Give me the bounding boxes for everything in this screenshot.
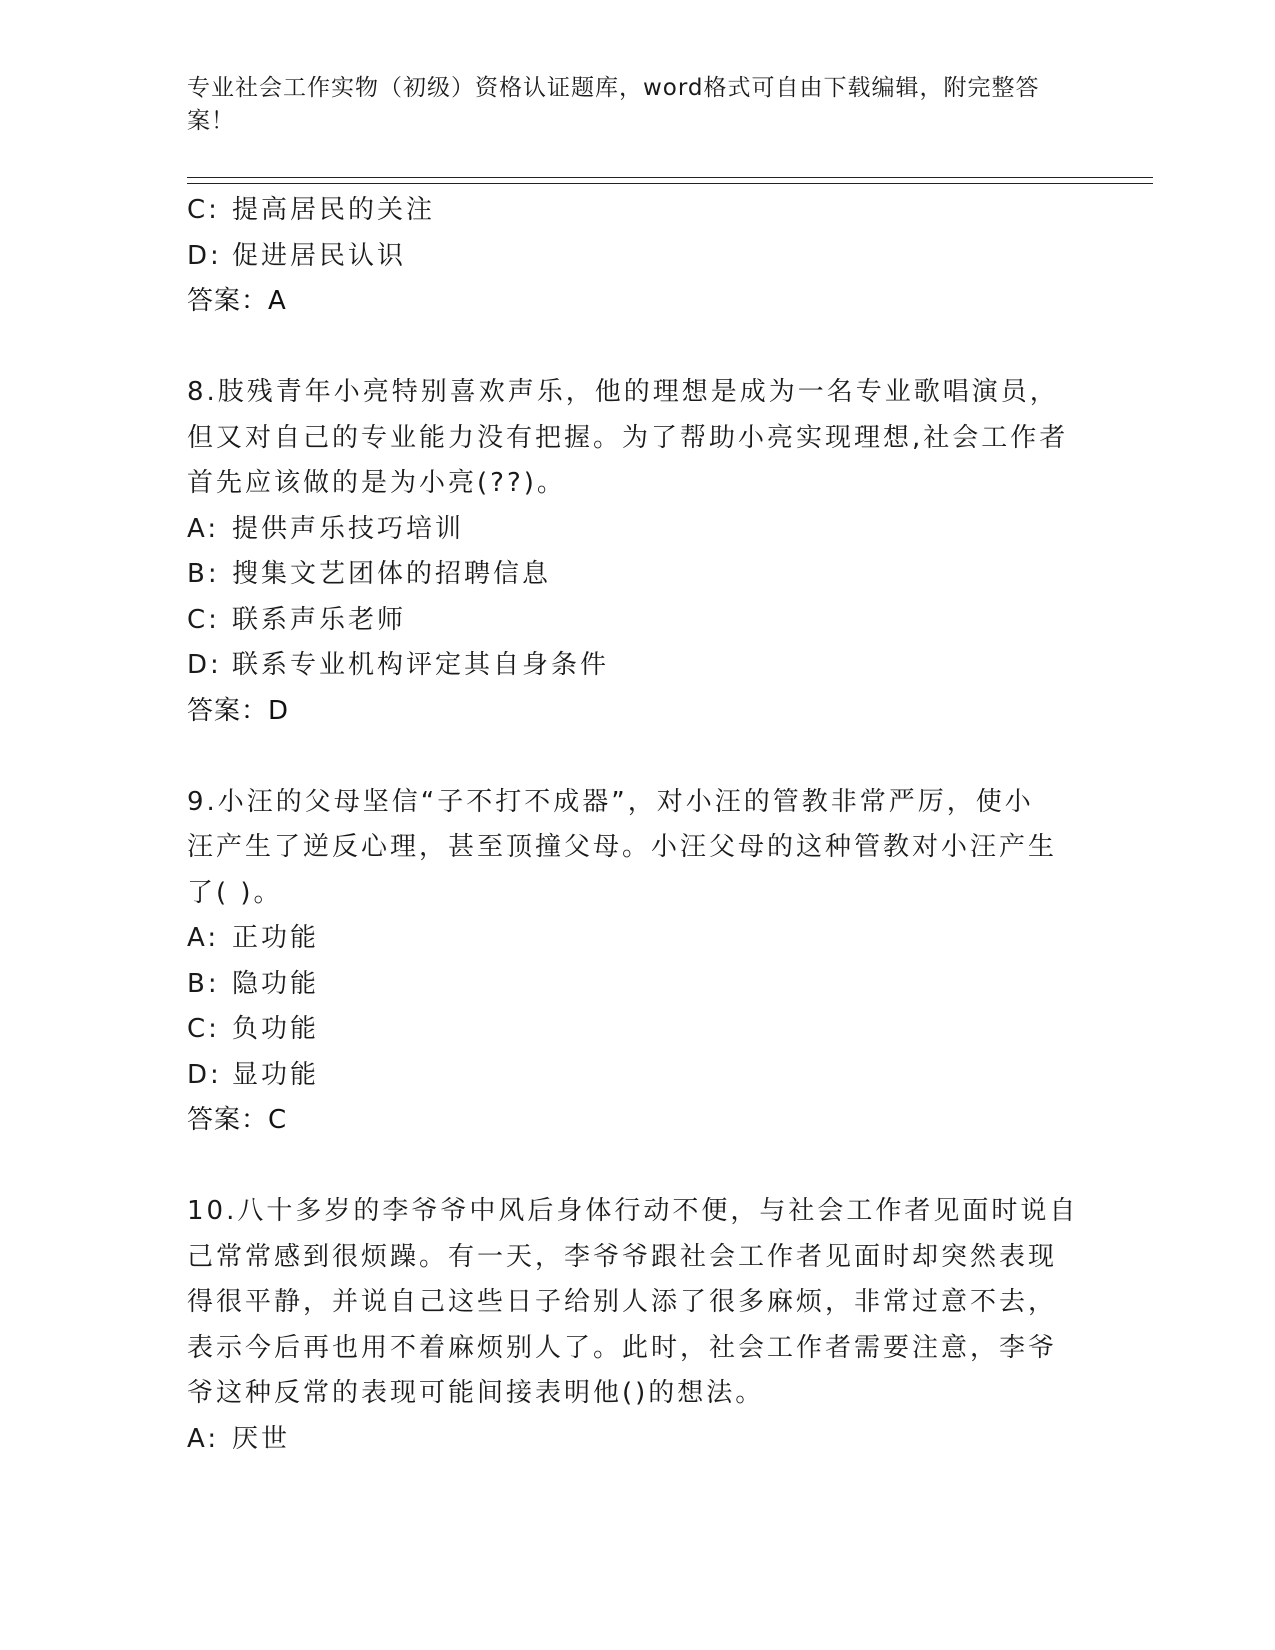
option-line bbox=[187, 1417, 1077, 1463]
spacer bbox=[187, 1144, 1077, 1190]
question-stem-line: 表示今后再也用不着麻烦别人了。此时，社会工作者需要注意，李爷 bbox=[187, 1332, 1058, 1363]
option-key: B: bbox=[187, 559, 220, 589]
option-key: C: bbox=[187, 604, 220, 635]
option-line bbox=[187, 552, 1077, 598]
option-text: 厌世 bbox=[232, 1423, 291, 1454]
option-line bbox=[187, 598, 1077, 644]
question-stem-line: 10.八十多岁的李爷爷中风后身体行动不便，与社会工作者见面时说自 bbox=[187, 1196, 1079, 1226]
option-text: 搜集文艺团体的招聘信息 bbox=[232, 559, 552, 589]
option-key: A: bbox=[187, 1423, 220, 1454]
question-stem-line: 汪产生了逆反心理，甚至顶撞父母。小汪父母的这种管教对小汪产生 bbox=[187, 832, 1058, 862]
option-text: 正功能 bbox=[232, 923, 320, 953]
question-stem-line: 己常常感到很烦躁。有一天，李爷爷跟社会工作者见面时却突然表现 bbox=[187, 1241, 1058, 1272]
answer-line bbox=[187, 689, 1077, 735]
answer-label: 答案： bbox=[187, 286, 269, 316]
option-key: D: bbox=[187, 1059, 222, 1090]
document-header: 专业社会工作实物（初级）资格认证题库，word格式可自由下载编辑，附完整答案！ bbox=[187, 75, 1040, 134]
question-stem-line: 爷这种反常的表现可能间接表明他()的想法。 bbox=[187, 1378, 765, 1408]
option-key: A: bbox=[187, 923, 220, 953]
question-stem-line: 8.肢残青年小亮特别喜欢声乐，他的理想是成为一名专业歌唱演员， bbox=[187, 377, 1059, 407]
option-key: D: bbox=[187, 650, 222, 680]
option-line bbox=[187, 188, 1077, 234]
answer-line bbox=[187, 279, 1077, 325]
question-stem-line: 得很平静，并说自己这些日子给别人添了很多麻烦，非常过意不去， bbox=[187, 1287, 1058, 1317]
option-line bbox=[187, 643, 1077, 689]
option-line bbox=[187, 1007, 1077, 1053]
option-text: 负功能 bbox=[232, 1014, 320, 1044]
option-line bbox=[187, 507, 1077, 553]
question-stem-line: 首先应该做的是为小亮(??)。 bbox=[187, 468, 566, 498]
option-key: C: bbox=[187, 195, 220, 225]
header-divider-top bbox=[187, 177, 1153, 178]
option-line bbox=[187, 234, 1077, 280]
spacer bbox=[187, 734, 1077, 780]
spacer bbox=[187, 325, 1077, 371]
question-stem-line: 9.小汪的父母坚信“子不打不成器”，对小汪的管教非常严厉，使小 bbox=[187, 786, 1034, 817]
option-key: D: bbox=[187, 240, 222, 271]
question-content bbox=[187, 188, 1077, 1462]
option-key: B: bbox=[187, 968, 220, 999]
answer-line bbox=[187, 1098, 1077, 1144]
question-stem-line: 了( )。 bbox=[187, 877, 283, 908]
answer-value: C bbox=[268, 1105, 288, 1135]
answer-label: 答案： bbox=[187, 1105, 269, 1135]
answer-value: D bbox=[268, 695, 290, 726]
question-stem-line: 但又对自己的专业能力没有把握。为了帮助小亮实现理想,社会工作者 bbox=[187, 422, 1069, 453]
option-text: 隐功能 bbox=[232, 968, 320, 999]
option-key: A: bbox=[187, 513, 220, 544]
answer-label: 答案： bbox=[187, 695, 269, 726]
option-text: 提供声乐技巧培训 bbox=[232, 513, 465, 544]
option-text: 提高居民的关注 bbox=[232, 195, 436, 225]
option-line bbox=[187, 1053, 1077, 1099]
option-key: C: bbox=[187, 1014, 220, 1044]
option-text: 联系声乐老师 bbox=[232, 604, 407, 635]
option-text: 联系专业机构评定其自身条件 bbox=[232, 650, 610, 680]
option-line bbox=[187, 962, 1077, 1008]
option-text: 显功能 bbox=[232, 1059, 320, 1090]
option-text: 促进居民认识 bbox=[232, 240, 407, 271]
option-line bbox=[187, 916, 1077, 962]
answer-value: A bbox=[268, 286, 287, 316]
header-divider-bottom bbox=[187, 183, 1153, 184]
